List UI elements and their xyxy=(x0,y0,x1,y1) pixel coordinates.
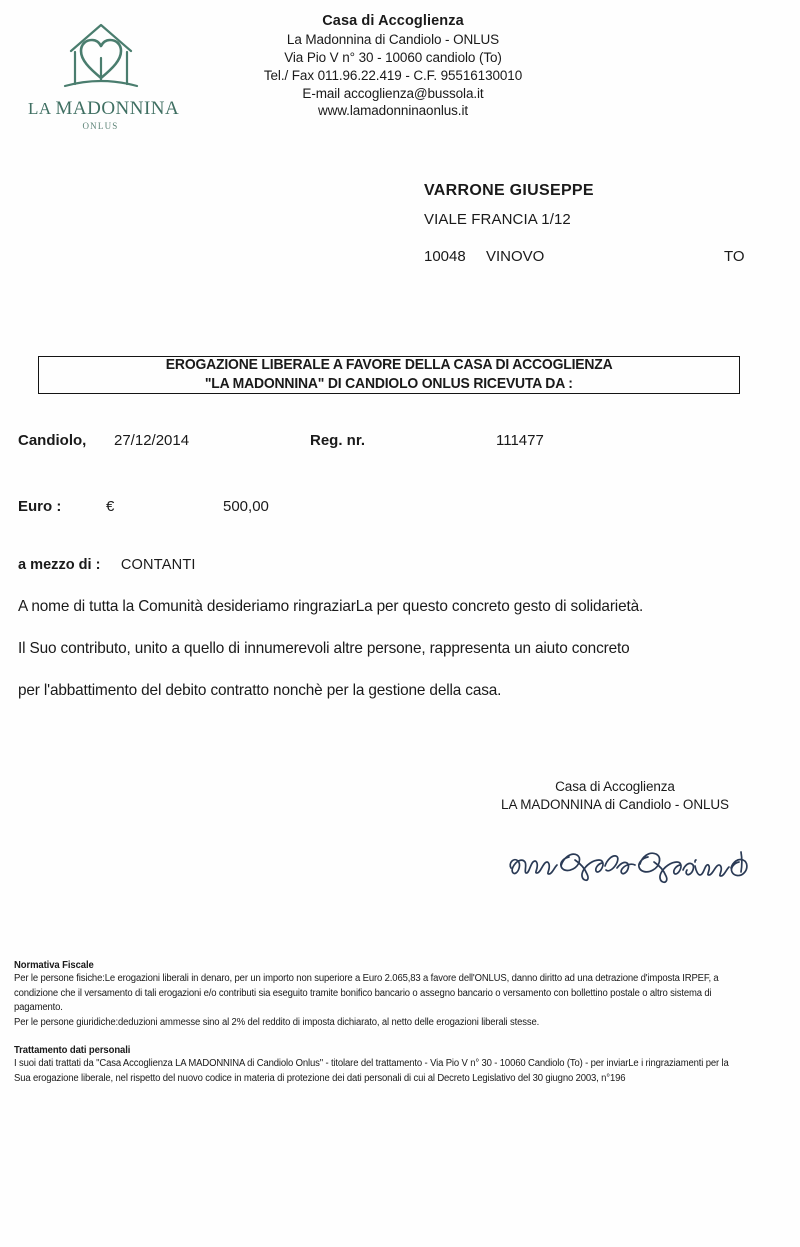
payment-method-value: CONTANTI xyxy=(120,556,196,573)
signature-org-line-1: Casa di Accoglienza xyxy=(555,779,675,794)
donation-title-line-2: "LA MADONNINA" DI CANDIOLO ONLUS RICEVUTA DA : xyxy=(205,375,573,392)
letter-body xyxy=(18,598,778,724)
fiscal-body-1: Per le persone fisiche:Le erogazioni liberali in denaro, per un importo non superiore a Euro 2.065,83 a favore dell'ONLUS, danno diritto ad una detrazione d'imposta IRPEF, a condizione che il versamento di tali erogazioni e/o contributi sia eseguito tramite bonifico bancario o assegno bancario o versamento con bollettino postale o altro sistema di pagamento. xyxy=(14,973,719,1013)
letterhead-line-2: Via Pio V n° 30 - 10060 candiolo (To) xyxy=(284,49,502,65)
recipient-address-block xyxy=(424,182,764,265)
euro-label: Euro : xyxy=(18,498,62,515)
privacy-heading: Trattamento dati personali xyxy=(14,1045,131,1056)
registration-number: 111477 xyxy=(496,432,544,449)
letterhead-website: www.lamadonninaonlus.it xyxy=(317,103,469,119)
fine-print-spacer xyxy=(14,1030,786,1045)
recipient-city-row xyxy=(424,248,764,265)
fiscal-heading: Normativa Fiscale xyxy=(14,960,94,971)
letterhead-title: Casa di Accoglienza xyxy=(322,13,464,29)
recipient-street: VIALE FRANCIA 1/12 xyxy=(424,211,571,228)
recipient-name: VARRONE GIUSEPPE xyxy=(424,182,594,199)
signature-org-line-2: LA MADONNINA di Candiolo - ONLUS xyxy=(501,797,729,813)
letterhead xyxy=(240,12,546,120)
recipient-postal-code: 10048 xyxy=(424,248,466,265)
recipient-province: TO xyxy=(724,248,745,265)
place-label: Candiolo, xyxy=(18,432,87,449)
payment-method-label: a mezzo di : xyxy=(18,556,101,573)
organization-logo xyxy=(28,18,180,131)
logo-wordmark: LA MADONNINA xyxy=(28,98,180,119)
letterhead-line-1: La Madonnina di Candiolo - ONLUS xyxy=(286,32,500,48)
signature-organization-block xyxy=(460,778,770,814)
body-paragraph-1: A nome di tutta la Comunità desideriamo ringraziarLa per questo concreto gesto di solidarietà. xyxy=(18,598,644,615)
house-heart-logo-icon xyxy=(51,18,151,96)
body-paragraph-3: per l'abbattimento del debito contratto nonchè per la gestione della casa. xyxy=(18,682,502,699)
fine-print-section xyxy=(14,960,786,1086)
body-paragraph-2: Il Suo contributo, unito a quello di innumerevoli altre persone, rappresenta un aiuto concreto xyxy=(18,640,630,657)
date-value: 27/12/2014 xyxy=(114,432,190,449)
donation-title-box xyxy=(38,356,740,394)
recipient-town: VINOVO xyxy=(486,248,545,265)
payment-method-row xyxy=(18,556,600,573)
euro-symbol: € xyxy=(106,498,115,515)
fiscal-body-2: Per le persone giuridiche:deduzioni ammesse sino al 2% del reddito di imposta dichiarato, al netto delle erogazioni liberali stesse. xyxy=(14,1016,540,1028)
place-date-registration-row xyxy=(18,432,778,449)
amount-value: 500,00 xyxy=(223,498,269,515)
donation-title-line-1: EROGAZIONE LIBERALE A FAVORE DELLA CASA DI ACCOGLIENZA xyxy=(165,356,613,374)
privacy-body: I suoi dati trattati da "Casa Accoglienza LA MADONNINA di Candiolo Onlus" - titolare del trattamento - Via Pio V n° 30 - 10060 Candiolo (To) - per inviarLe i ringraziamenti per la Sua erogazione liberale, nel rispetto del nuovo codice in materia di protezione dei dati personali di cui al Decreto Legislativo del 30 giugno 2003, n°196 xyxy=(14,1058,729,1084)
handwritten-signature xyxy=(505,838,755,896)
letterhead-email: E-mail accoglienza@bussola.it xyxy=(302,85,484,101)
amount-row xyxy=(18,498,618,515)
registration-label: Reg. nr. xyxy=(310,432,366,449)
letterhead-line-3: Tel./ Fax 011.96.22.419 - C.F. 95516130010 xyxy=(263,67,523,83)
logo-subtitle: ONLUS xyxy=(82,121,119,131)
